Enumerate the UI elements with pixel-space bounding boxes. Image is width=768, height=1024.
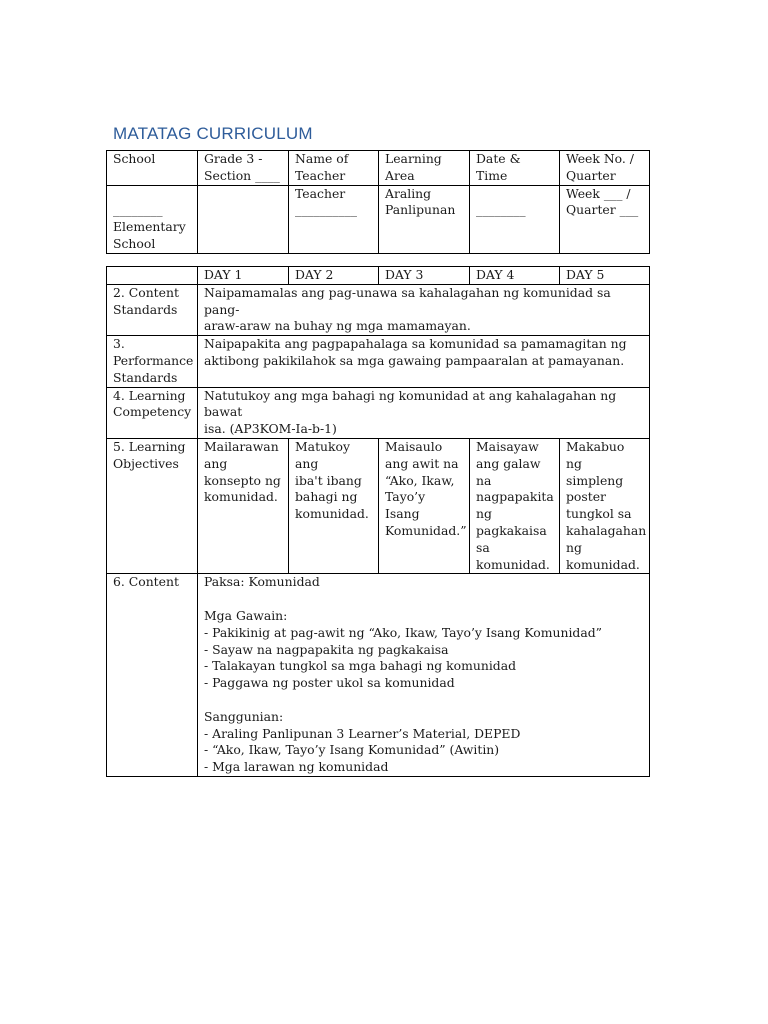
- performance-standards-text: Naipapakita ang pagpapahalaga sa komunidad sa pamamagitan ng aktibong pakikilahok sa mga gawaing pampaaralan at pamayanan.: [198, 336, 650, 387]
- learning-objectives-row: [107, 438, 650, 573]
- objective-day-cell: Maisayaw ang galaw na nagpapakita ng pagkakaisa sa komunidad.: [470, 438, 560, 573]
- learning-competency-row: [107, 387, 650, 438]
- learning-competency-label: 4. Learning Competency: [107, 387, 198, 438]
- content-standards-row: [107, 284, 650, 335]
- performance-standards-row: [107, 336, 650, 387]
- header-info-labels-row: [107, 151, 650, 186]
- day-header: DAY 2: [289, 267, 379, 285]
- learning-area-value: Araling Panlipunan: [379, 185, 470, 253]
- learning-area-label: Learning Area: [379, 151, 470, 186]
- grade-section-label: Grade 3 - Section ____: [198, 151, 289, 186]
- content-standards-label: 2. Content Standards: [107, 284, 198, 335]
- week-quarter-label: Week No. / Quarter: [560, 151, 650, 186]
- school-value: ________ Elementary School: [107, 185, 198, 253]
- learning-competency-text: Natutukoy ang mga bahagi ng komunidad at ang kahalagahan ng bawat isa. (AP3KOM-Ia-b-1): [198, 387, 650, 438]
- lesson-plan-table: [106, 266, 650, 777]
- page-title: MATATAG CURRICULUM: [113, 124, 313, 143]
- objective-day-cell: Matukoy ang iba't ibang bahagi ng komunidad.: [289, 438, 379, 573]
- objective-day-cell: Maisaulo ang awit na “Ako, Ikaw, Tayo’y Isang Komunidad.”: [379, 438, 470, 573]
- day-header: DAY 5: [560, 267, 650, 285]
- date-time-value: ________: [470, 185, 560, 253]
- day-header: DAY 4: [470, 267, 560, 285]
- header-info-table: [106, 150, 650, 254]
- days-header-row: [107, 267, 650, 285]
- day-header: DAY 3: [379, 267, 470, 285]
- teacher-name-value: Teacher __________: [289, 185, 379, 253]
- content-row: [107, 574, 650, 777]
- content-standards-text: Naipamamalas ang pag-unawa sa kahalagahan ng komunidad sa pang- araw-araw na buhay ng mga mamamayan.: [198, 284, 650, 335]
- date-time-label: Date & Time: [470, 151, 560, 186]
- day-header: DAY 1: [198, 267, 289, 285]
- objective-day-cell: Mailarawan ang konsepto ng komunidad.: [198, 438, 289, 573]
- performance-standards-label: 3. Performance Standards: [107, 336, 198, 387]
- school-label: School: [107, 151, 198, 186]
- corner-cell: [107, 267, 198, 285]
- grade-section-value: [198, 185, 289, 253]
- teacher-name-label: Name of Teacher: [289, 151, 379, 186]
- objective-day-cell: Makabuo ng simpleng poster tungkol sa kahalagahan ng komunidad.: [560, 438, 650, 573]
- content-label: 6. Content: [107, 574, 198, 777]
- content-text: Paksa: Komunidad Mga Gawain: - Pakikinig at pag-awit ng “Ako, Ikaw, Tayo’y Isang Komunidad” - Sayaw na nagpapakita ng pagkakaisa - Talakayan tungkol sa mga bahagi ng komunidad - Paggawa ng poster ukol sa komunidad Sanggunian: - Araling Panlipunan 3 Learner’s Material, DEPED - “Ako, Ikaw, Tayo’y Isang Komunidad” (Awitin) - Mga larawan ng komunidad: [198, 574, 650, 777]
- week-quarter-value: Week ___ / Quarter ___: [560, 185, 650, 253]
- header-info-values-row: [107, 185, 650, 253]
- learning-objectives-label: 5. Learning Objectives: [107, 438, 198, 573]
